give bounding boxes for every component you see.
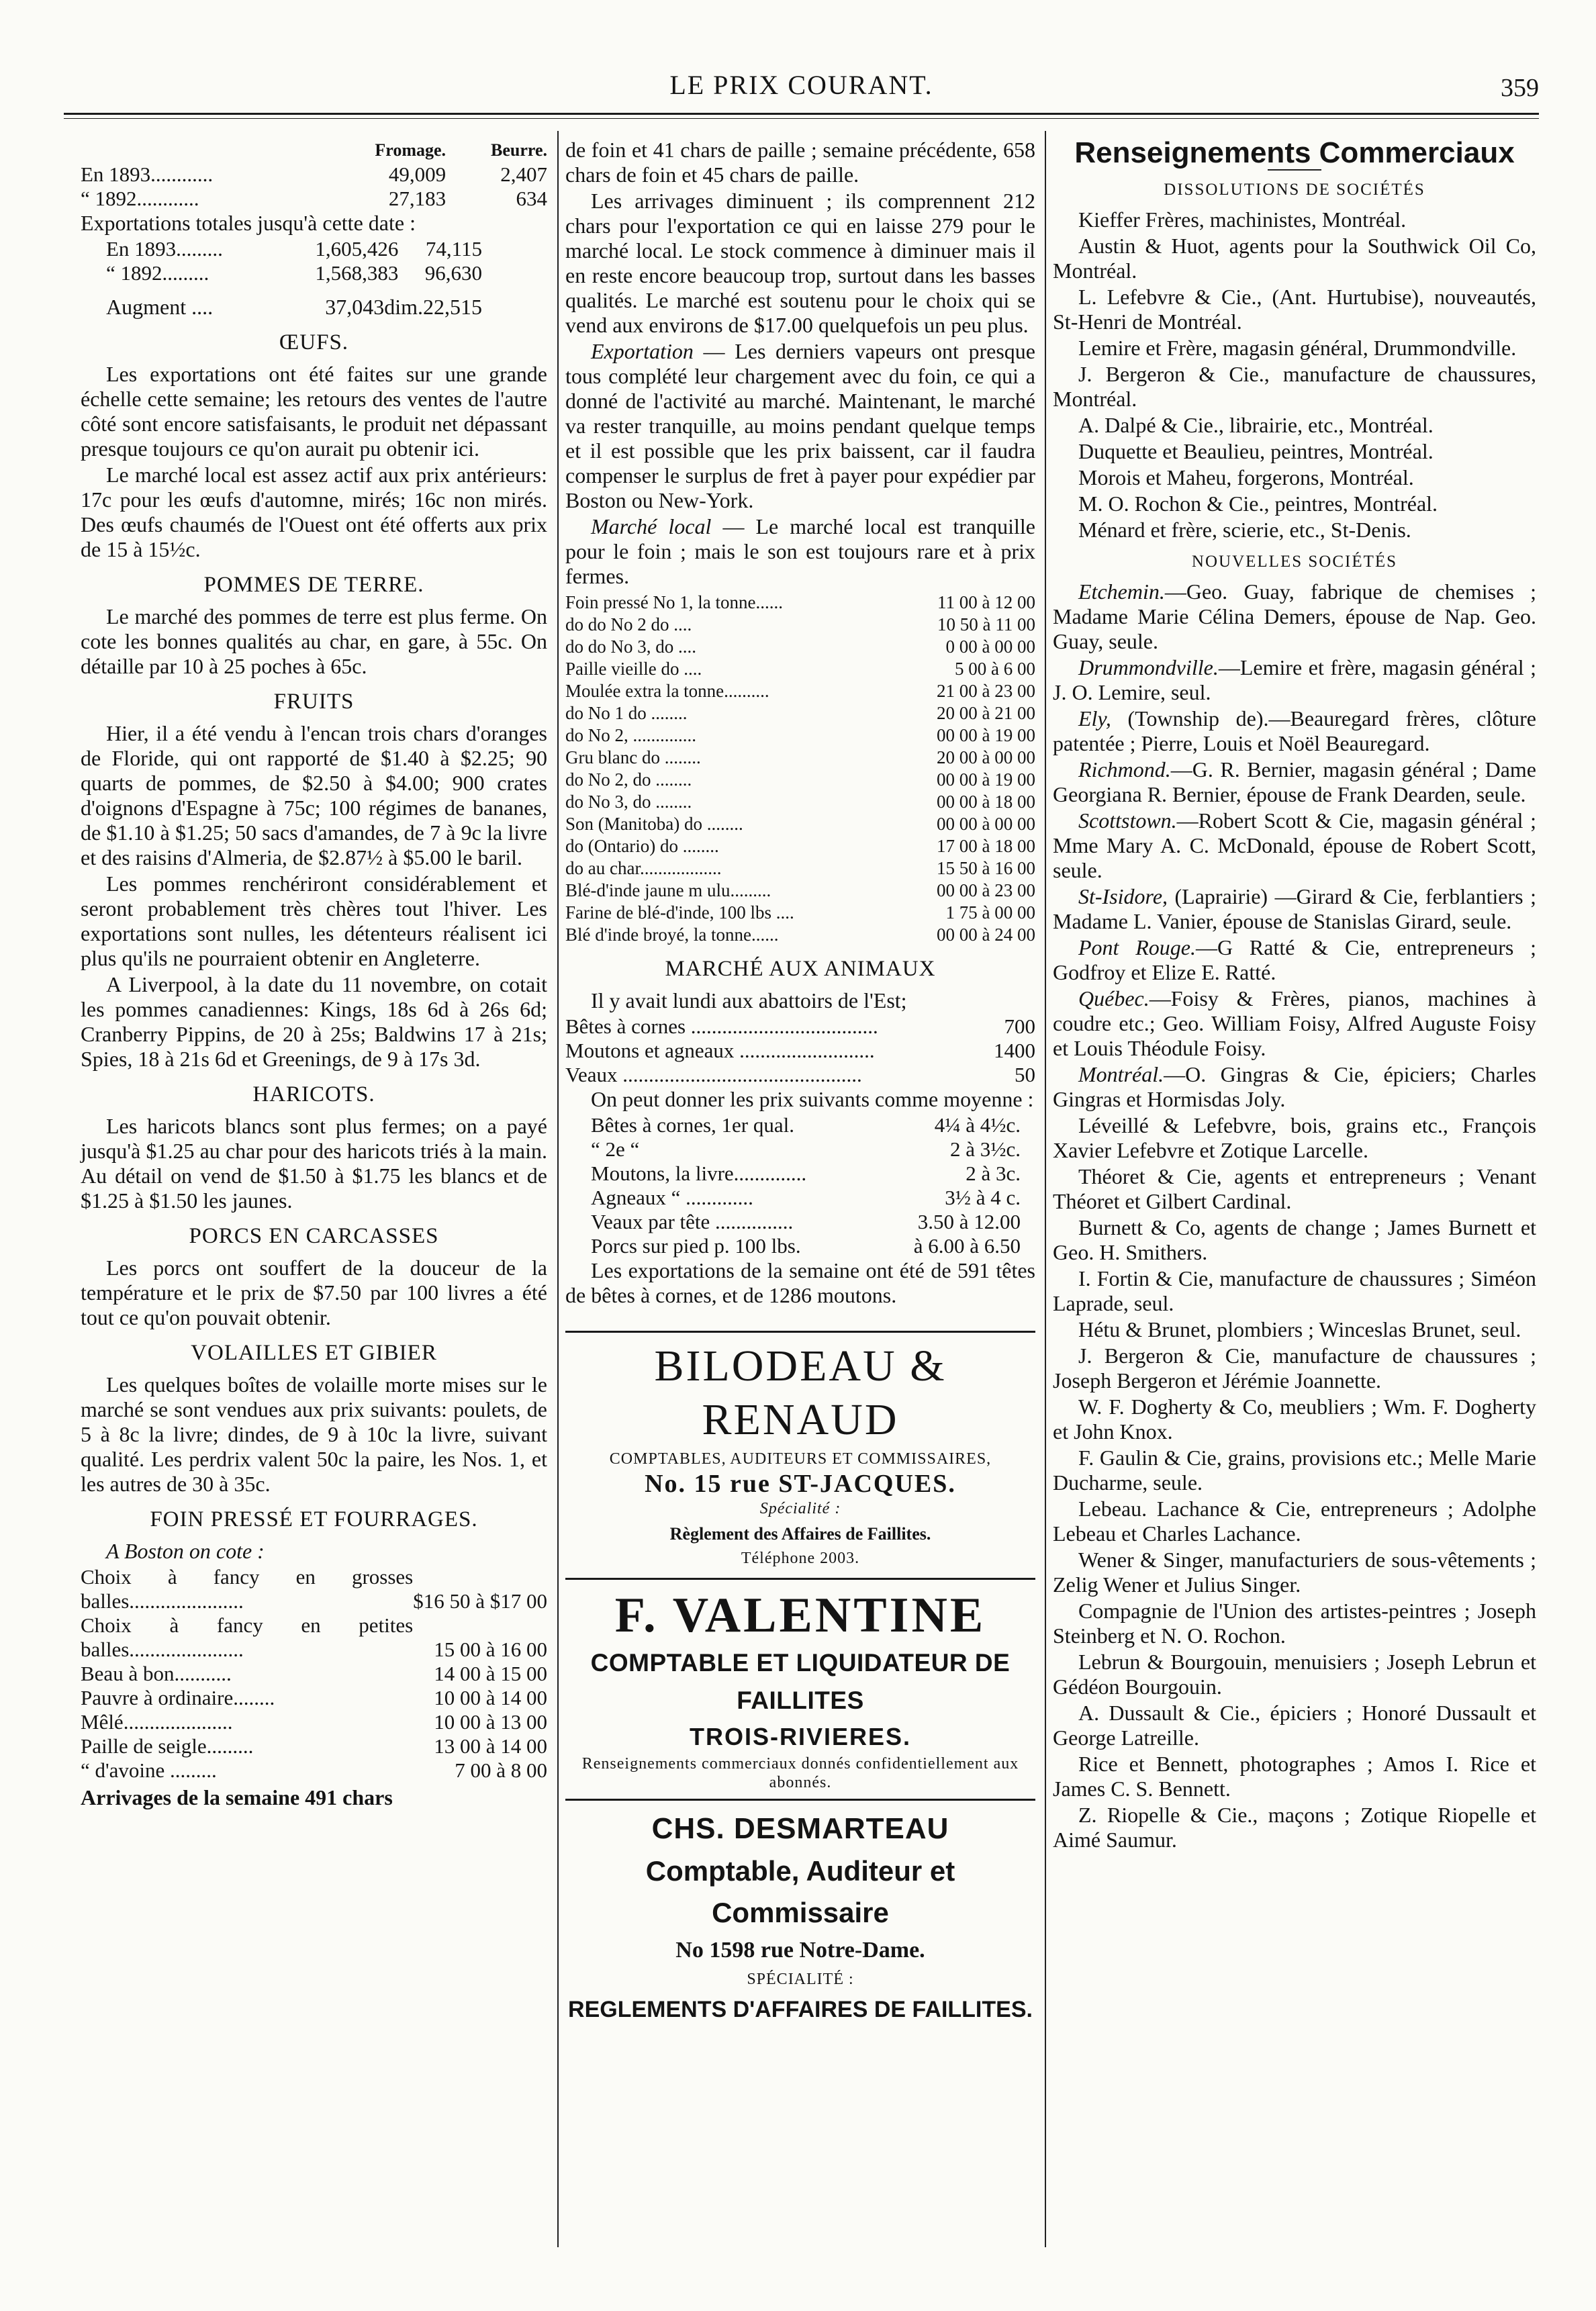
row-label: do No 2, do ........: [565, 769, 692, 790]
row-label: Bêtes à cornes ....................................: [565, 1015, 878, 1038]
row-label: Blé d'inde broyé, la tonne......: [565, 925, 779, 945]
paragraph: [565, 514, 1035, 589]
section-title-pommes: POMMES DE TERRE.: [203, 573, 424, 597]
table-row: [81, 1686, 547, 1710]
fromage-header: Fromage.: [375, 140, 447, 160]
list-item: [1053, 579, 1536, 654]
row-label: Porcs sur pied p. 100 lbs.: [591, 1234, 801, 1258]
table-row: [565, 835, 1035, 857]
paragraph-label: Marché local: [591, 514, 712, 538]
exportations-table: [106, 237, 482, 285]
ad-bottom-line: REGLEMENTS D'AFFAIRES DE FAILLITES.: [568, 1997, 1033, 2022]
list-item: [1053, 1113, 1536, 1163]
row-price: 00 00 à 00 00: [937, 814, 1035, 834]
ad-separator: [565, 1799, 1035, 1801]
row-label: Foin pressé No 1, la tonne......: [565, 592, 783, 612]
row-label: “ d'avoine .........: [81, 1758, 217, 1782]
table-row: [565, 614, 1035, 636]
row-price: 10 00 à 13 00: [434, 1710, 547, 1734]
table-row: [565, 1039, 1035, 1063]
list-item: Lemire et Frère, magasin général, Drummondville.: [1078, 336, 1517, 360]
row-label: Son (Manitoba) do ........: [565, 814, 743, 834]
ad-company-name: BILODEAU & RENAUD: [654, 1341, 947, 1444]
table-row: [565, 747, 1035, 769]
list-item: [1053, 1062, 1536, 1112]
row-price: 00 00 à 19 00: [937, 769, 1035, 790]
augment-row: [106, 295, 482, 320]
entry-text: Hétu & Brunet, plombiers ; Winceslas Brunet, seul.: [1078, 1317, 1521, 1341]
table-row: [565, 769, 1035, 791]
advertisement-desmarteau: [565, 1807, 1035, 2027]
fromage-beurre-table: [81, 138, 547, 211]
row-price: 00 00 à 23 00: [937, 880, 1035, 900]
row-value: 3.50 à 12.00: [917, 1210, 1021, 1233]
place-name: Québec.: [1078, 986, 1149, 1010]
ad-phone: Téléphone 2003.: [741, 1550, 860, 1567]
row-label: Mêlé.....................: [81, 1710, 233, 1734]
table-row: [591, 1234, 1021, 1258]
list-item: [1053, 1266, 1536, 1316]
row-label: Paille de seigle.........: [81, 1734, 254, 1758]
row-label: do No 2, ..............: [565, 725, 696, 745]
table-row: [591, 1137, 1021, 1162]
beurre-value: 634: [516, 187, 547, 210]
boston-label: A Boston on cote :: [106, 1539, 265, 1563]
paragraph-label: Exportation: [591, 339, 694, 363]
row-label: Moulée extra la tonne..........: [565, 681, 769, 701]
row-label: Veaux par tête ...............: [591, 1210, 794, 1233]
entry-text: A. Dussault & Cie., épiciers ; Honoré Dussault et George Latreille.: [1053, 1701, 1536, 1750]
beurre-value: 2,407: [500, 162, 547, 186]
row-label: Gru blanc do ........: [565, 747, 701, 767]
list-item: [1053, 1599, 1536, 1648]
list-item: [1053, 706, 1536, 756]
entry-text: —Lemire et frère, magasin général ; J. O. Lemire, seul.: [1053, 655, 1536, 704]
nouvelles-list: [1053, 579, 1536, 1852]
paragraph: Les quelques boîtes de volaille morte mises sur le marché se sont vendues aux prix suivants: poulets, de 5 à 8c la livre; dindes, de 9 à 10c la livre, suivant qualité. Les perdrix valent 50c la paire, les Nos. 1, et les autres de 30 à 35c.: [81, 1372, 547, 1496]
table-row: [81, 1565, 547, 1613]
header-rule-thin: [64, 118, 1539, 119]
column-divider-2: [1045, 131, 1046, 2247]
paragraph: Les exportations de la semaine ont été de 591 têtes de bêtes à cornes, et de 1286 moutons.: [565, 1258, 1035, 1307]
row-price: 00 00 à 24 00: [937, 925, 1035, 945]
entry-text: Rice et Bennett, photographes ; Amos I. Rice et James C. S. Bennett.: [1053, 1752, 1536, 1801]
paragraph: de foin et 41 chars de paille ; semaine précédente, 658 chars de foin et 45 chars de paille.: [565, 138, 1035, 187]
ad-company-name: CHS. DESMARTEAU: [651, 1812, 949, 1845]
row-value: 3½ à 4 c.: [945, 1186, 1021, 1209]
row-label: En 1893.........: [106, 237, 223, 261]
table-row: [565, 592, 1035, 614]
table-row: [591, 1210, 1021, 1234]
row-value: 700: [1004, 1015, 1035, 1038]
list-item: [1053, 1343, 1536, 1393]
list-item: [1053, 1701, 1536, 1750]
entry-text: —Foisy & Frères, pianos, machines à coudre etc.; Geo. William Foisy, Alfred Auguste Foisy et Louis Théodule Foisy.: [1053, 986, 1536, 1060]
paragraph: Hier, il a été vendu à l'encan trois chars d'oranges de Floride, qui ont rapporté de $1.40 à $2.25; 90 quarts de pommes, de $2.50 à $4.00; 900 crates d'oignons d'Espagne à 75c; 100 régimes de bananes, de $1.10 à $1.25; 50 sacs d'amandes, de 7 à 9c la livre et des raisins d'Almeria, de $2.87½ à $5.00 le baril.: [81, 721, 547, 869]
entry-text: —O. Gingras & Cie, épiciers; Charles Gingras et Hormisdas Joly.: [1053, 1062, 1536, 1111]
ad-separator: [565, 1578, 1035, 1580]
row-value: 2 à 3c.: [966, 1162, 1021, 1185]
table-row: [565, 791, 1035, 813]
row-price: 15 00 à 16 00: [434, 1638, 547, 1661]
list-item: [1053, 884, 1536, 934]
paragraph: Le marché des pommes de terre est plus ferme. On cote les bonnes qualités au char, en gare, à 55c. On détaille par 10 à 25 poches à 65c.: [81, 604, 547, 678]
list-item: [1053, 1164, 1536, 1214]
row-price: 15 50 à 16 00: [937, 858, 1035, 878]
row-label: Blé-d'inde jaune m ulu.........: [565, 880, 771, 900]
row-label: do No 1 do ........: [565, 703, 688, 723]
moyenne-price-table: [591, 1113, 1021, 1258]
list-item: J. Bergeron & Cie., manufacture de chaussures, Montréal.: [1053, 362, 1536, 411]
list-item: [1053, 1446, 1536, 1495]
list-item: [1053, 986, 1536, 1061]
table-row: [81, 187, 547, 211]
entry-text: (Laprairie) —Girard & Cie, ferblantiers ; Madame L. Vanier, épouse de Stanislas Girard, seule.: [1053, 884, 1536, 933]
row-value: à 6.00 à 6.50: [913, 1234, 1021, 1258]
entry-text: —G Ratté & Cie, entrepreneurs ; Godfroy et Elize E. Ratté.: [1053, 935, 1537, 984]
paragraph: Les exportations ont été faites sur une grande échelle cette semaine; les retours des ventes de l'autre côté sont encore satisfaisants, le produit net dépassant presque toujours ce qu'on aurait pu obtenir ici.: [81, 362, 547, 461]
place-name: Montréal.: [1078, 1062, 1164, 1086]
list-item: [1053, 655, 1536, 705]
section-title-haricots: HARICOTS.: [252, 1082, 375, 1106]
row-label: do No 3, do ........: [565, 792, 692, 812]
paragraph: [565, 339, 1035, 513]
row-value: 2 à 3½c.: [949, 1137, 1021, 1161]
row-price: 21 00 à 23 00: [937, 681, 1035, 701]
ad-address: No. 15 rue ST-JACQUES.: [645, 1470, 956, 1498]
entry-text: (Township de).—Beauregard frères, clôture patentée ; Pierre, Louis et Noël Beauregard.: [1053, 706, 1536, 755]
table-row: [565, 924, 1035, 946]
section-title-fruits: FRUITS: [273, 690, 355, 714]
section-title-renseignements: Renseignements Commerciaux: [1074, 136, 1515, 169]
place-name: St-Isidore,: [1078, 884, 1168, 908]
ad-specialite: Spécialité :: [759, 1500, 841, 1517]
entry-text: W. F. Dogherty & Co, meubliers ; Wm. F. Dogherty et John Knox.: [1053, 1395, 1536, 1444]
ad-address: No 1598 rue Notre-Dame.: [675, 1938, 925, 1963]
list-item: Duquette et Beaulieu, peintres, Montréal.: [1078, 439, 1434, 463]
page-header: [64, 64, 1539, 124]
paragraph: Les arrivages diminuent ; ils comprennent 212 chars pour l'exportation ce qui en laisse 279 pour le marché local. Le stock commence à diminuer mais il en reste encore beaucoup trop, surtout dans les basses qualités. Le marché est soutenu pour le choix qui se vend aux environs de $17.00 quelquefois un peu plus.: [565, 189, 1035, 337]
table-row: [81, 1758, 547, 1783]
table-row: [591, 1162, 1021, 1186]
title-separator: [1268, 169, 1321, 171]
advertisement-valentine: [565, 1587, 1035, 1792]
table-row: [81, 1662, 547, 1686]
row-label: “ 1892.........: [106, 261, 209, 285]
ad-subtitle: COMPTABLES, AUDITEURS ET COMMISSAIRES,: [609, 1450, 992, 1468]
table-row: [565, 1063, 1035, 1087]
row-label: “ 2e “: [591, 1137, 640, 1161]
exportations-label: Exportations totales jusqu'à cette date :: [81, 211, 416, 235]
ad-specialite: SPÉCIALITÉ :: [747, 1971, 854, 1988]
table-row: [565, 902, 1035, 924]
nouvelles-title: NOUVELLES SOCIÉTÉS: [1191, 553, 1398, 571]
entry-text: F. Gaulin & Cie, grains, provisions etc.; Melle Marie Ducharme, seule.: [1053, 1446, 1536, 1495]
local-price-table: [565, 592, 1035, 946]
section-title-oeufs: ŒUFS.: [279, 330, 349, 355]
table-row: [565, 813, 1035, 835]
table-row: [565, 680, 1035, 702]
dissolutions-list: [1053, 207, 1536, 543]
list-item: Kieffer Frères, machinistes, Montréal.: [1078, 207, 1407, 232]
section-title-animaux: MARCHÉ AUX ANIMAUX: [665, 957, 936, 981]
place-name: Drummondville.: [1078, 655, 1219, 679]
list-item: [1053, 1752, 1536, 1801]
entry-text: Léveillé & Lefebvre, bois, grains etc., François Xavier Lefebvre et Zotique Larcelle.: [1053, 1113, 1536, 1162]
table-row: [565, 702, 1035, 724]
row-label: Pauvre à ordinaire........: [81, 1686, 275, 1709]
row-price: 13 00 à 14 00: [434, 1734, 547, 1758]
place-name: Scottstown.: [1078, 808, 1177, 833]
row-label: Paille vieille do ....: [565, 659, 702, 679]
row-label: “ 1892............: [81, 187, 199, 210]
entry-text: Théoret & Cie, agents et entrepreneurs ; Venant Théoret et Gilbert Cardinal.: [1053, 1164, 1536, 1213]
entry-text: Burnett & Co, agents de change ; James Burnett et Geo. H. Smithers.: [1053, 1215, 1536, 1264]
header-rule: [64, 113, 1539, 115]
advertisement-bilodeau: [565, 1339, 1035, 1571]
paragraph: Les porcs ont souffert de la douceur de la température et le prix de $7.50 par 100 livres a été tout ce qu'on pouvait obtenir.: [81, 1256, 547, 1329]
row-price: 17 00 à 18 00: [937, 836, 1035, 856]
list-item: [1053, 1497, 1536, 1546]
place-name: Etchemin.: [1078, 579, 1165, 604]
list-item: M. O. Rochon & Cie., peintres, Montréal.: [1078, 491, 1438, 516]
list-item: [1053, 1215, 1536, 1265]
paragraph: Les pommes renchériront considérablement et seront probablement très chères tout l'hiver. Les exportations sont nulles, les détenteurs réalisent ici plus qu'ils ne pourraient obtenir en Angleterre.: [81, 871, 547, 970]
ad-note: Renseignements commerciaux donnés confidentiellement aux abonnés.: [581, 1755, 1019, 1791]
entry-text: —Geo. Guay, fabrique de chemises ; Madame Marie Célina Demers, épouse de Nap. Geo. Guay, seule.: [1053, 579, 1536, 653]
column-2: [565, 138, 1035, 2027]
row-price: $16 50 à $17 00: [413, 1589, 547, 1613]
entry-text: Compagnie de l'Union des artistes-peintres ; Joseph Steinberg et N. O. Rochon.: [1053, 1599, 1536, 1648]
table-row: [565, 1015, 1035, 1039]
row-label: En 1893............: [81, 162, 214, 186]
row-price: 0 00 à 00 00: [945, 636, 1035, 657]
row-price: 7 00 à 8 00: [455, 1758, 547, 1782]
row-price: 00 00 à 18 00: [937, 792, 1035, 812]
table-row: [81, 1710, 547, 1734]
arrivages-text: Arrivages de la semaine 491 chars: [81, 1785, 393, 1809]
list-item: [1053, 1395, 1536, 1444]
paragraph: On peut donner les prix suivants comme moyenne :: [591, 1087, 1034, 1111]
table-row: [565, 880, 1035, 902]
list-item: [1053, 808, 1536, 883]
section-title-porcs: PORCS EN CARCASSES: [189, 1224, 439, 1248]
list-item: Morois et Maheu, forgerons, Montréal.: [1078, 465, 1414, 489]
ad-line: COMPTABLE ET LIQUIDATEUR DE FAILLITES: [590, 1649, 1011, 1714]
fromage-value: 27,183: [388, 187, 447, 210]
list-item: [1053, 1803, 1536, 1852]
row-price: 14 00 à 15 00: [434, 1662, 547, 1685]
list-item: [1053, 1317, 1536, 1342]
row-price: 10 50 à 11 00: [937, 614, 1035, 634]
augment-value: 37,043dim.22,515: [325, 295, 482, 319]
table-row: [591, 1113, 1021, 1137]
row-label: Choix à fancy en petites balles......................: [81, 1613, 414, 1661]
paragraph: A Liverpool, à la date du 11 novembre, on cotait les pommes canadiennes: Kings, 18s 6d à 26s 6d; Cranberry Pippins, de 20 à 25s; Baldwins 17 à 21s; Spies, 18 à 21s 6d et Greenings, de 9 à 17s 3d.: [81, 972, 547, 1071]
value-a: 1,568,383: [315, 261, 399, 285]
row-value: 50: [1015, 1063, 1035, 1086]
entry-text: I. Fortin & Cie, manufacture de chaussures ; Siméon Laprade, seul.: [1053, 1266, 1536, 1315]
row-label: Choix à fancy en grosses balles......................: [81, 1565, 414, 1613]
entry-text: Lebeau. Lachance & Cie, entrepreneurs ; Adolphe Lebeau et Charles Lachance.: [1053, 1497, 1536, 1546]
ad-separator: [565, 1331, 1035, 1333]
column-divider-1: [557, 131, 559, 2247]
table-row: [81, 1613, 547, 1662]
augment-label: Augment ....: [106, 295, 214, 319]
row-label: Moutons et agneaux ..........................: [565, 1039, 875, 1062]
section-title-foin: FOIN PRESSÉ ET FOURRAGES.: [150, 1507, 478, 1531]
entry-text: Z. Riopelle & Cie., maçons ; Zotique Riopelle et Aimé Saumur.: [1053, 1803, 1536, 1852]
row-value: 1400: [994, 1039, 1035, 1062]
entry-text: Wener & Singer, manufacturiers de sous-vêtements ; Zelig Wener et Julius Singer.: [1053, 1548, 1536, 1597]
row-label: do (Ontario) do ........: [565, 836, 719, 856]
table-row: [106, 237, 482, 261]
row-label: do do No 2 do ....: [565, 614, 692, 634]
row-price: 20 00 à 00 00: [937, 747, 1035, 767]
paragraph-text: — Le marché local est tranquille pour le foin ; mais le son est toujours rare et à prix fermes.: [565, 514, 1036, 588]
list-item: Ménard et frère, scierie, etc., St-Denis.: [1078, 518, 1411, 542]
row-label: Moutons, la livre..............: [591, 1162, 807, 1185]
list-item: [1053, 935, 1536, 985]
entry-text: —G. R. Bernier, magasin général ; Dame Georgiana R. Bernier, épouse de Frank Dearden, seule.: [1053, 757, 1536, 806]
row-label: do do No 3, do ....: [565, 636, 696, 657]
page-title: LE PRIX COURANT.: [669, 70, 933, 100]
row-price: 5 00 à 6 00: [955, 659, 1035, 679]
place-name: Richmond.: [1078, 757, 1171, 782]
paragraph: Les haricots blancs sont plus fermes; on a payé jusqu'à $1.25 au char pour des haricots triés à la main. Au détail on vend de $1.50 à $1.75 les blancs et de $1.25 à $1.50 les jaunes.: [81, 1114, 547, 1213]
column-1: [81, 138, 547, 1811]
place-name: Pont Rouge.: [1078, 935, 1196, 959]
list-item: Austin & Huot, agents pour la Southwick Oil Co, Montréal.: [1053, 234, 1536, 283]
table-row: [591, 1186, 1021, 1210]
page-number: 359: [1501, 74, 1539, 102]
table-row: [81, 162, 547, 187]
list-item: A. Dalpé & Cie., librairie, etc., Montréal.: [1078, 413, 1434, 437]
entry-text: —Robert Scott & Cie, magasin général ; Mme Mary A. C. McDonald, épouse de Robert Scott, seule.: [1053, 808, 1536, 882]
value-a: 1,605,426: [315, 237, 399, 261]
list-item: [1053, 1650, 1536, 1699]
row-price: 1 75 à 00 00: [945, 902, 1035, 923]
table-row: [565, 857, 1035, 880]
row-price: 10 00 à 14 00: [434, 1686, 547, 1709]
ad-city: TROIS-RIVIERES.: [689, 1723, 912, 1750]
ad-line: Règlement des Affaires de Faillites.: [669, 1524, 931, 1544]
table-row: [565, 636, 1035, 658]
list-item: [1053, 757, 1536, 807]
row-label: do au char..................: [565, 858, 722, 878]
boston-price-table: [81, 1565, 547, 1783]
list-item: [1053, 1548, 1536, 1597]
table-row: [106, 261, 482, 285]
table-row: [81, 1734, 547, 1758]
row-label: Farine de blé-d'inde, 100 lbs ....: [565, 902, 794, 923]
table-row: [565, 658, 1035, 680]
column-3: [1053, 138, 1536, 1854]
row-label: Veaux ..............................................: [565, 1063, 862, 1086]
value-b: 96,630: [424, 261, 482, 285]
row-price: 00 00 à 19 00: [937, 725, 1035, 745]
row-price: 20 00 à 21 00: [937, 703, 1035, 723]
row-value: 4¼ à 4½c.: [934, 1113, 1021, 1137]
ad-line: Comptable, Auditeur et Commissaire: [645, 1855, 955, 1928]
row-label: Beau à bon...........: [81, 1662, 232, 1685]
list-item: L. Lefebvre & Cie., (Ant. Hurtubise), nouveautés, St-Henri de Montréal.: [1053, 285, 1536, 334]
paragraph: Il y avait lundi aux abattoirs de l'Est;: [591, 988, 907, 1012]
animaux-count-table: [565, 1015, 1035, 1087]
row-price: 11 00 à 12 00: [937, 592, 1035, 612]
value-b: 74,115: [425, 237, 482, 261]
row-label: Bêtes à cornes, 1er qual.: [591, 1113, 794, 1137]
place-name: Ely,: [1078, 706, 1111, 730]
table-row: [565, 724, 1035, 747]
entry-text: J. Bergeron & Cie, manufacture de chaussures ; Joseph Bergeron et Jérémie Joannette.: [1053, 1343, 1536, 1393]
beurre-header: Beurre.: [491, 140, 547, 160]
fromage-value: 49,009: [388, 162, 447, 186]
section-title-volailles: VOLAILLES ET GIBIER: [191, 1341, 437, 1365]
paragraph-text: — Les derniers vapeurs ont presque tous complété leur chargement avec du foin, ce qui a donné de l'activité au marché. Maintenant, le marché va rester tranquille, au moins pendant quelque temps et il est possible que les prix baissent, car il faudra compenser le surplus de fret à payer pour expédier par Boston ou New-York.: [565, 339, 1035, 512]
paragraph: Le marché local est assez actif aux prix antérieurs: 17c pour les œufs d'automne, mirés; 16c non mirés. Des œufs chaumés de l'Ouest ont été offerts aux prix de 15 à 15½c.: [81, 463, 547, 561]
row-label: Agneaux “ .............: [591, 1186, 753, 1209]
dissolutions-title: DISSOLUTIONS DE SOCIÉTÉS: [1164, 181, 1425, 199]
ad-company-name: F. VALENTINE: [614, 1588, 986, 1643]
entry-text: Lebrun & Bourgouin, menuisiers ; Joseph Lebrun et Gédéon Bourgouin.: [1053, 1650, 1536, 1699]
